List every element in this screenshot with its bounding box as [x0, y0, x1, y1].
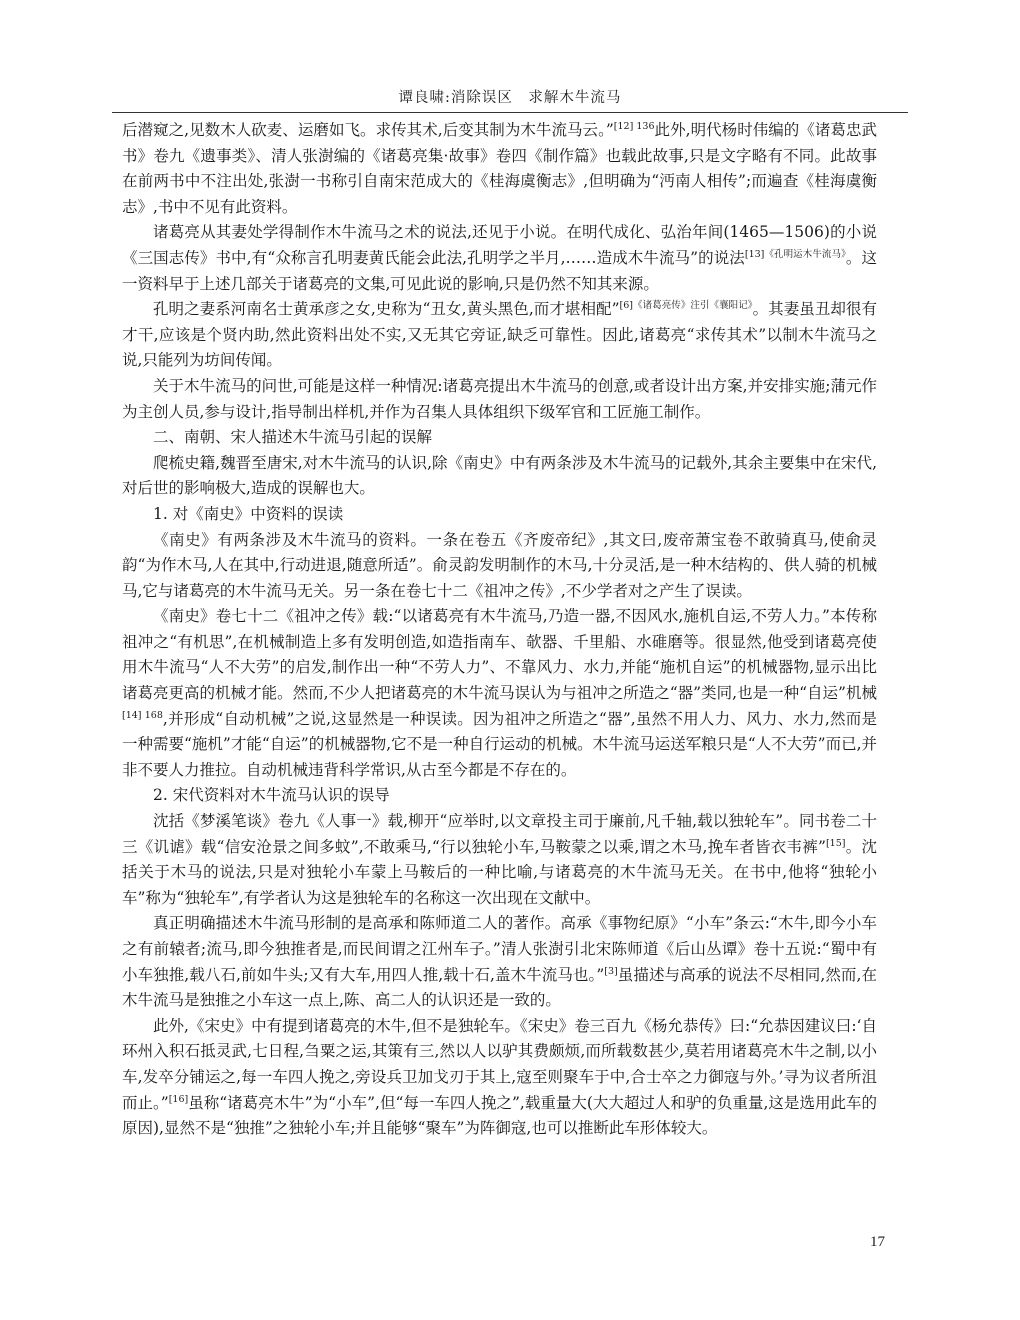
- paragraph: [122, 911, 877, 1013]
- text-run: 。沈括关于木马的说法,只是对独轮小车蒙上马鞍后的一种比喻,与诸葛亮的木牛流马无关。在书中,他将“独轮小车”称为“独轮车”,有学者认为这是独轮车的名称这一次出现在文献中。: [122, 837, 877, 907]
- text-run: 孔明之妻系河南名士黄承彦之女,史称为“丑女,黄头黑色,而才堪相配”: [153, 300, 620, 319]
- citation-ref: [6]《诸葛亮传》注引《襄阳记》: [619, 300, 753, 312]
- text-run: 二、南朝、宋人描述木牛流马引起的误解: [153, 428, 433, 447]
- header-rule: [112, 112, 908, 113]
- text-run: 真正明确描述木牛流马形制的是高承和陈师道二人的著作。高承《事物纪原》“小车”条云:“木牛,即今小车之有前辕者;流马,即今独推者是,而民间谓之江州车子。”清人张澍引北宋陈师道《后山丛谭》卷十五说:“蜀中有小车独推,载八石,前如牛头;又有大车,用四人推,载十石,盖木牛流马也。”: [122, 914, 877, 984]
- article-body: [122, 118, 877, 1142]
- paragraph: [122, 528, 877, 605]
- citation-ref: [13]《孔明运木牛流马》: [744, 248, 846, 260]
- section-heading: [122, 425, 877, 451]
- text-run: 虽描述与高承的说法不尽相同,然而,在木牛流马是独推之小车这一点上,陈、高二人的认识还是一致的。: [122, 965, 877, 1010]
- text-run: 诸葛亮从其妻处学得制作木牛流马之术的说法,还见于小说。在明代成化、弘治年间(1465—1506)的小说《三国志传》书中,有“众称言孔明妻黄氏能会此法,孔明学之半月,……造成木牛流马”的说法: [122, 223, 877, 267]
- section-heading: [122, 783, 877, 809]
- text-run: ,并形成“自动机械”之说,这显然是一种误读。因为祖冲之所造之“器”,虽然不用人力、风力、水力,然而是一种需要“施机”才能“自运”的机械器物,它不是一种自行运动的机械。木牛流马运送军粮只是“人不大劳”而已,并非不要人力推拉。自动机械违背科学常识,从古至今都是不存在的。: [122, 709, 877, 779]
- citation-ref: [3]: [604, 965, 618, 977]
- paragraph: [122, 297, 877, 374]
- paragraph: [122, 809, 877, 911]
- text-run: 《南史》卷七十二《祖冲之传》载:“以诸葛亮有木牛流马,乃造一器,不因风水,施机自运,不劳人力。”本传称祖冲之“有机思”,在机械制造上多有发明创造,如造指南车、欹器、千里船、水碓磨等。很显然,他受到诸葛亮使用木牛流马“人不大劳”的启发,制作出一种“不劳人力”、不靠风力、水力,并能“施机自运”的机械器物,显示出比诸葛亮更高的机械才能。然而,不少人把诸葛亮的木牛流马误认为与祖冲之所造之“器”类同,也是一种“自运”机械: [122, 607, 877, 703]
- text-run: 虽称“诸葛亮木牛”为“小车”,但“每一车四人挽之”,载重量大(大大超过人和驴的负重量,这是选用此车的原因),显然不是“独推”之独轮小车;并且能够“聚车”为阵御寇,也可以推断此车形体较大。: [122, 1093, 877, 1138]
- text-run: 后潜窥之,见数木人砍麦、运磨如飞。求传其术,后变其制为木牛流马云。”: [122, 121, 614, 139]
- text-run: 《南史》有两条涉及木牛流马的资料。一条在卷五《齐废帝纪》,其文曰,废帝萧宝卷不敢骑真马,使俞灵韵“为作木马,人在其中,行动进退,随意所适”。俞灵韵发明制作的木马,十分灵活,是一种木结构的、供人骑的机械马,它与诸葛亮的木牛流马无关。另一条在卷七十二《祖冲之传》,不少学者对之产生了误读。: [122, 530, 877, 600]
- citation-ref: [16]: [168, 1093, 189, 1105]
- text-run: 。其妻虽丑却很有才干,应该是个贤内助,然此资料出处不实,又无其它旁证,缺乏可靠性。因此,诸葛亮“求传其术”以制木牛流马之说,只能列为坊间传闻。: [122, 300, 877, 370]
- text-run: 此外,明代杨时伟编的《诸葛忠武书》卷九《遗事类》、清人张澍编的《诸葛亮集·故事》卷四《制作篇》也载此故事,只是文字略有不同。此故事在前两书中不注出处,张澍一书称引自南宋范成大的《桂海虞衡志》,但明确为“沔南人相传”;而遍查《桂海虞衡志》,书中不见有此资料。: [122, 121, 878, 216]
- text-run: 关于木牛流马的问世,可能是这样一种情况:诸葛亮提出木牛流马的创意,或者设计出方案,并安排实施;蒲元作为主创人员,参与设计,指导制出样机,并作为召集人具体组织下级军官和工匠施工制作。: [122, 376, 877, 421]
- text-run: 2. 宋代资料对木牛流马认识的误导: [153, 786, 390, 805]
- text-run: 。这一资料早于上述几部关于诸葛亮的文集,可见此说的影响,只是仍然不知其来源。: [122, 248, 877, 293]
- paragraph: [122, 604, 877, 783]
- paragraph: [122, 118, 877, 220]
- text-run: 爬梳史籍,魏晋至唐宋,对木牛流马的认识,除《南史》中有两条涉及木牛流马的记载外,其余主要集中在宋代,对后世的影响极大,造成的误解也大。: [122, 453, 877, 498]
- text-run: 1. 对《南史》中资料的误读: [153, 504, 344, 523]
- section-heading: [122, 502, 877, 528]
- paragraph: [122, 1014, 877, 1142]
- paragraph: [122, 220, 877, 297]
- citation-ref: [14] 168: [122, 709, 163, 721]
- running-head: 谭良啸:消除误区 求解木牛流马: [398, 90, 622, 106]
- page-number: 17: [870, 1234, 885, 1250]
- paragraph: [122, 451, 877, 502]
- citation-ref: [15]: [825, 837, 846, 849]
- text-run: 此外,《宋史》中有提到诸葛亮的木牛,但不是独轮车。《宋史》卷三百九《杨允恭传》曰:“允恭因建议曰:‘自环州入积石抵灵武,七日程,刍粟之运,其策有三,然以人以驴其费颇烦,而所载数甚少,莫若用诸葛亮木牛之制,以小车,发卒分铺运之,每一车四人挽之,旁设兵卫加戈刃于其上,寇至则聚车于中,合士卒之力御寇与外。’寻为议者所沮而止。”: [122, 1016, 877, 1112]
- text-run: 沈括《梦溪笔谈》卷九《人事一》载,柳开“应举时,以文章投主司于廉前,凡千轴,载以独轮车”。同书卷二十三《讥谑》载“信安沧景之间多蚊”,不敢乘马,“行以独轮小车,马鞍蒙之以乘,谓之木马,挽车者皆衣韦裤”: [122, 812, 877, 856]
- paragraph: [122, 374, 877, 425]
- citation-ref: [12] 136: [613, 121, 655, 132]
